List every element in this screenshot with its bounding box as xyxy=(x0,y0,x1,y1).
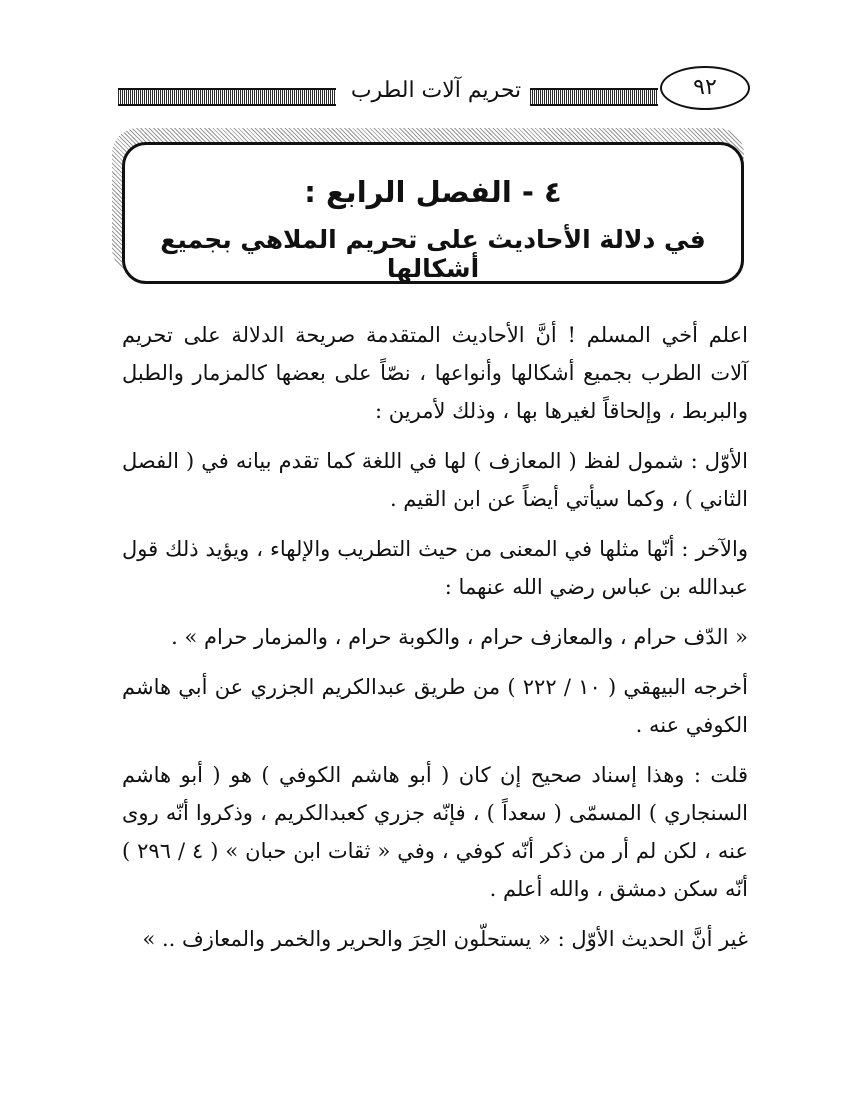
header-rule-right xyxy=(530,88,658,106)
page-number: ٩٢ xyxy=(660,66,750,110)
running-header xyxy=(118,66,746,106)
paragraph: غير أنَّ الحديث الأوّل : « يستحلّون الحِرَ والحرير والخمر والمعازف .. » xyxy=(142,927,748,951)
paragraph: قلت : وهذا إسناد صحيح إن كان ( أبو هاشم الكوفي ) هو ( أبو هاشم السنجاري ) المسمّى ( سعداً ) ، فإنّه جزري كعبدالكريم ، وذكروا أنّه روى عنه ، لكن لم أر من ذكر أنّه كوفي ، وفي « ثقات ابن حبان » ( ٤ / ٢٩٦ ) أنّه سكن دمشق ، والله أعلم . xyxy=(122,763,748,901)
header-rule-left xyxy=(118,88,336,106)
quoted-narration: « الدّف حرام ، والمعازف حرام ، والكوبة حرام ، والمزمار حرام » . xyxy=(171,625,748,649)
chapter-title: ٤ - الفصل الرابع : xyxy=(304,175,562,209)
paragraph: أخرجه البيهقي ( ١٠ / ٢٢٢ ) من طريق عبدالكريم الجزري عن أبي هاشم الكوفي عنه . xyxy=(122,675,748,737)
body-text xyxy=(122,316,748,970)
chapter-heading-box xyxy=(122,142,744,284)
paragraph: اعلم أخي المسلم ! أنَّ الأحاديث المتقدمة صريحة الدلالة على تحريم آلات الطرب بجميع أشكالها وأنواعها ، نصّاً على بعضها كالمزمار والطبل والبربط ، وإلحاقاً لغيرها بها ، وذلك لأمرين : xyxy=(122,323,748,423)
paragraph: والآخر : أنّها مثلها في المعنى من حيث التطريب والإلهاء ، ويؤيد ذلك قول عبدالله بن عباس رضي الله عنهما : xyxy=(122,537,748,599)
paragraph: الأوّل : شمول لفظ ( المعازف ) لها في اللغة كما تقدم بيانه في ( الفصل الثاني ) ، وكما سيأتي أيضاً عن ابن القيم . xyxy=(122,449,748,511)
running-title: تحريم آلات الطرب xyxy=(350,78,522,103)
chapter-subtitle: في دلالة الأحاديث على تحريم الملاهي بجميع أشكالها xyxy=(160,225,706,283)
